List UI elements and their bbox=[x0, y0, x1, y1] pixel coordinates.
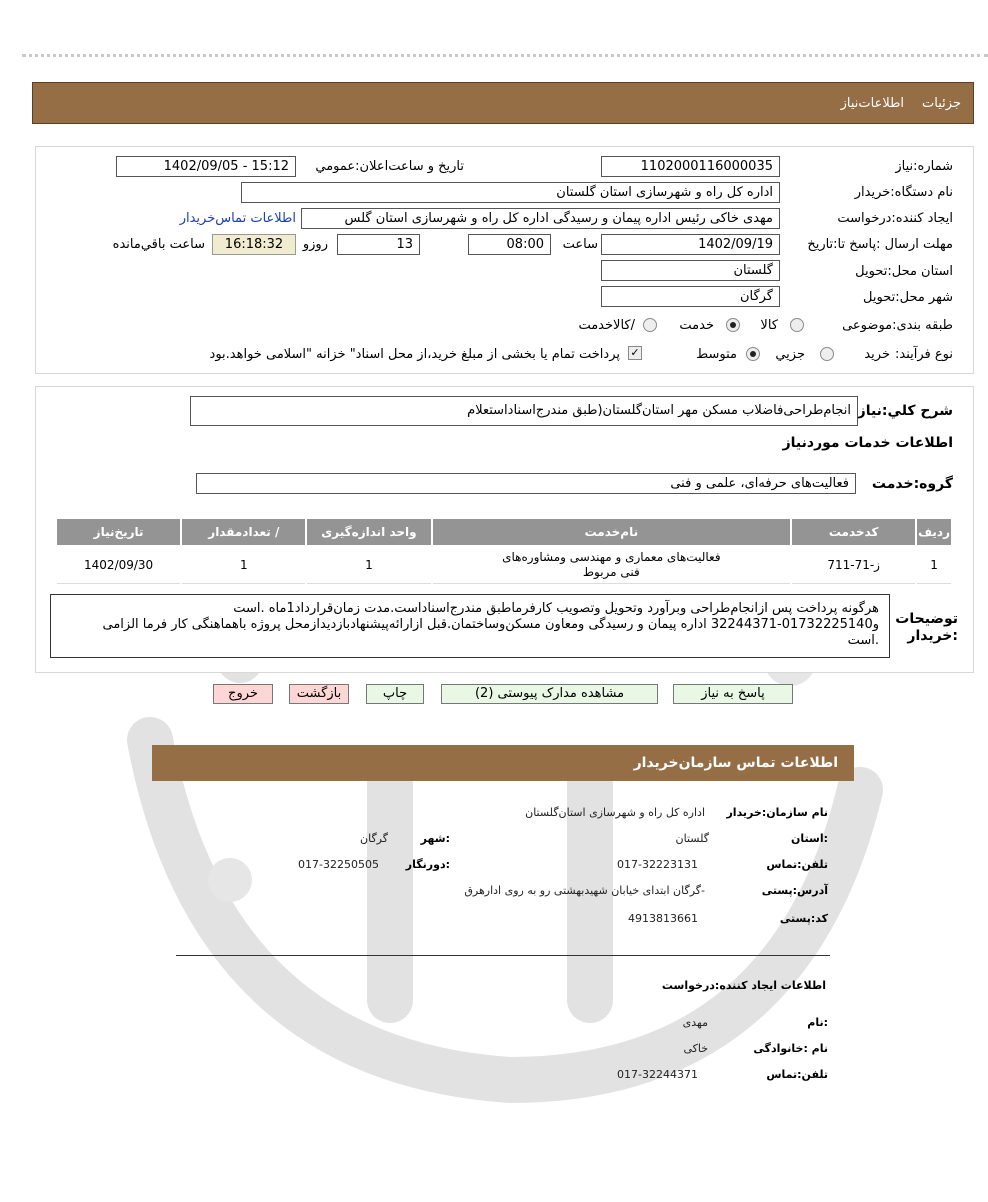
view-documents-button[interactable]: مشاهده مدارک پیوستی (2) bbox=[441, 684, 658, 704]
remaining-time-field: 16:18:32 bbox=[212, 234, 296, 255]
contact-province-label: :استان bbox=[791, 832, 828, 845]
cell-name-line2: فنی مربوط bbox=[582, 565, 640, 579]
process-minor-radio[interactable] bbox=[820, 347, 834, 361]
contact-city-value: گرگان bbox=[360, 832, 388, 845]
deadline-time-label: ساعت bbox=[562, 237, 598, 252]
contact-org-label: نام سازمان:خریدار bbox=[726, 806, 828, 819]
city-label: شهر محل:تحویل bbox=[863, 290, 953, 305]
category-goods-service-label: /کالاخدمت bbox=[578, 318, 635, 333]
process-medium-label: متوسط bbox=[696, 347, 737, 362]
creator-phone-label: تلفن:تماس bbox=[766, 1068, 828, 1081]
col-code: کدخدمت bbox=[792, 519, 915, 545]
cell-code: ز-71-711 bbox=[792, 547, 915, 584]
creator-name-value: مهدی bbox=[682, 1016, 708, 1029]
contact-fax-label: :دورنگار bbox=[405, 858, 450, 871]
services-table-header bbox=[57, 519, 951, 545]
contact-section-header: اطلاعات تماس سازمان‌خریدار bbox=[152, 745, 854, 781]
process-buy-label: خرید bbox=[864, 347, 890, 362]
creator-info-title: اطلاعات ایجاد کننده:درخواست bbox=[661, 979, 826, 992]
contact-org-value: اداره کل راه و شهرسازی استان‌گلستان bbox=[525, 806, 705, 819]
contact-postal-value: 4913813661 bbox=[628, 912, 698, 925]
buyer-notes-label-1: توضیحات bbox=[895, 611, 958, 627]
process-medium-radio[interactable] bbox=[746, 347, 760, 361]
category-goods-service-radio[interactable] bbox=[643, 318, 657, 332]
contact-address-label: آدرس:پستی bbox=[761, 884, 828, 897]
buyer-notes-line1: هرگونه پرداخت پس ازانجام‌طراحی وبرآورد وتحویل وتصویب کارفرماطبق مندرج‌اسناداست.مدت زمان‌قرارداد1ماه .است bbox=[233, 601, 879, 616]
summary-label: شرح کلي:نیاز bbox=[857, 403, 953, 419]
treasury-payment-note: پرداخت تمام یا بخشی از مبلغ خرید،از محل اسناد" خزانه "اسلامی خواهد.بود bbox=[209, 347, 620, 362]
print-button[interactable]: چاپ bbox=[366, 684, 424, 704]
col-qty: / تعدادمقدار bbox=[182, 519, 305, 545]
col-name: نام‌خدمت bbox=[433, 519, 791, 545]
services-table bbox=[55, 517, 953, 586]
treasury-payment-checkbox[interactable]: ✓ bbox=[628, 346, 642, 360]
need-number-label: شماره:نیاز bbox=[895, 159, 953, 174]
contact-postal-label: کد:پستی bbox=[779, 912, 828, 925]
service-group-label: گروه:خدمت bbox=[871, 476, 953, 492]
summary-field[interactable]: انجام‌طراحی‌فاضلاب مسکن مهر استان‌گلستان(طبق مندرج‌اسناداستعلام bbox=[190, 396, 858, 426]
buyer-notes-label-2: :خریدار bbox=[907, 628, 958, 644]
top-dotted-divider bbox=[22, 54, 988, 57]
buyer-notes-box bbox=[50, 594, 890, 658]
table-row bbox=[57, 547, 951, 584]
buyer-org-field[interactable]: اداره کل راه و شهرسازی استان گلستان bbox=[241, 182, 780, 203]
deadline-time-field[interactable]: 08:00 bbox=[468, 234, 551, 255]
category-service-radio[interactable] bbox=[726, 318, 740, 332]
contact-fax-value: 017-32250505 bbox=[298, 858, 379, 871]
need-info-section bbox=[35, 146, 974, 374]
creator-label: ایجاد کننده:درخواست bbox=[837, 211, 953, 226]
province-field[interactable]: گلستان bbox=[601, 260, 780, 281]
col-date: تاریخ‌نیاز bbox=[57, 519, 180, 545]
services-title: اطلاعات خدمات موردنیاز bbox=[782, 435, 953, 451]
remaining-days-field[interactable]: 13 bbox=[337, 234, 420, 255]
contact-phone-label: تلفن:تماس bbox=[766, 858, 828, 871]
cell-row: 1 bbox=[917, 547, 951, 584]
page-header-bar bbox=[32, 82, 974, 124]
exit-button[interactable]: خروج bbox=[213, 684, 273, 704]
buyer-contact-link[interactable]: اطلاعات تماس‌خریدار bbox=[179, 211, 296, 226]
category-goods-radio[interactable] bbox=[790, 318, 804, 332]
contact-city-label: :شهر bbox=[420, 832, 450, 845]
need-number-field[interactable]: 1102000116000035 bbox=[601, 156, 780, 177]
col-unit: واحد اندازه‌گیری bbox=[307, 519, 430, 545]
cell-qty: 1 bbox=[182, 547, 305, 584]
deadline-label: مهلت ارسال :پاسخ تا:تاریخ bbox=[807, 237, 953, 252]
creator-field[interactable]: مهدی خاکی رئیس اداره پیمان و رسیدگی اداره کل راه و شهرسازی استان گلس bbox=[301, 208, 780, 229]
buyer-notes-line2: و01732225140-32244371 اداره پیمان و رسیدگی ومعاون مسکن‌وساختمان.قبل ازارائه‌پیشنهادبازدیدازمحل پروژه باهماهنگی کار فرما الزامی bbox=[102, 617, 879, 632]
cell-name bbox=[433, 547, 791, 584]
process-type-label: نوع فرآیند: bbox=[895, 347, 953, 362]
back-button[interactable]: بازگشت bbox=[289, 684, 349, 704]
contact-phone-value: 017-32223131 bbox=[617, 858, 698, 871]
days-label: روزو bbox=[302, 237, 328, 252]
city-field[interactable]: گرگان bbox=[601, 286, 780, 307]
cell-date: 1402/09/30 bbox=[57, 547, 180, 584]
category-label: طبقه بندی:موضوعی bbox=[842, 318, 953, 333]
category-goods-label: کالا bbox=[760, 318, 778, 333]
announce-date-label: تاریخ و ساعت‌اعلان:عمومي bbox=[315, 159, 464, 174]
cell-unit: 1 bbox=[307, 547, 430, 584]
cell-name-line1: فعالیت‌های معماری و مهندسی ومشاوره‌های bbox=[502, 550, 721, 564]
col-row: ردیف bbox=[917, 519, 951, 545]
service-group-field[interactable]: فعالیت‌های حرفه‌ای، علمی و فنی bbox=[196, 473, 856, 494]
announce-date-field[interactable]: 1402/09/05 - 15:12 bbox=[116, 156, 296, 177]
buyer-notes-line3: .است bbox=[847, 633, 879, 648]
remaining-time-label: ساعت باقي‌مانده bbox=[112, 237, 205, 252]
tab-details[interactable]: جزئیات bbox=[922, 95, 961, 111]
reply-button[interactable]: پاسخ به نیاز bbox=[673, 684, 793, 704]
contact-province-value: گلستان bbox=[675, 832, 709, 845]
category-service-label: خدمت bbox=[679, 318, 714, 333]
creator-phone-value: 017-32244371 bbox=[617, 1068, 698, 1081]
tab-need-info[interactable]: اطلاعات‌نیاز bbox=[840, 95, 905, 111]
province-label: استان محل:تحویل bbox=[855, 264, 953, 279]
deadline-date-field[interactable]: 1402/09/19 bbox=[601, 234, 780, 255]
contact-address-value: -گرگان ابتدای خیابان شهید‌بهشتی رو به روی ادارهرق bbox=[464, 884, 705, 897]
creator-family-value: خاکی bbox=[683, 1042, 708, 1055]
creator-name-label: :نام bbox=[807, 1016, 828, 1029]
contact-divider bbox=[176, 955, 830, 956]
buyer-org-label: نام دستگاه:خریدار bbox=[854, 185, 953, 200]
creator-family-label: نام :خانوادگی bbox=[753, 1042, 828, 1055]
process-minor-label: جزيي bbox=[775, 347, 805, 362]
